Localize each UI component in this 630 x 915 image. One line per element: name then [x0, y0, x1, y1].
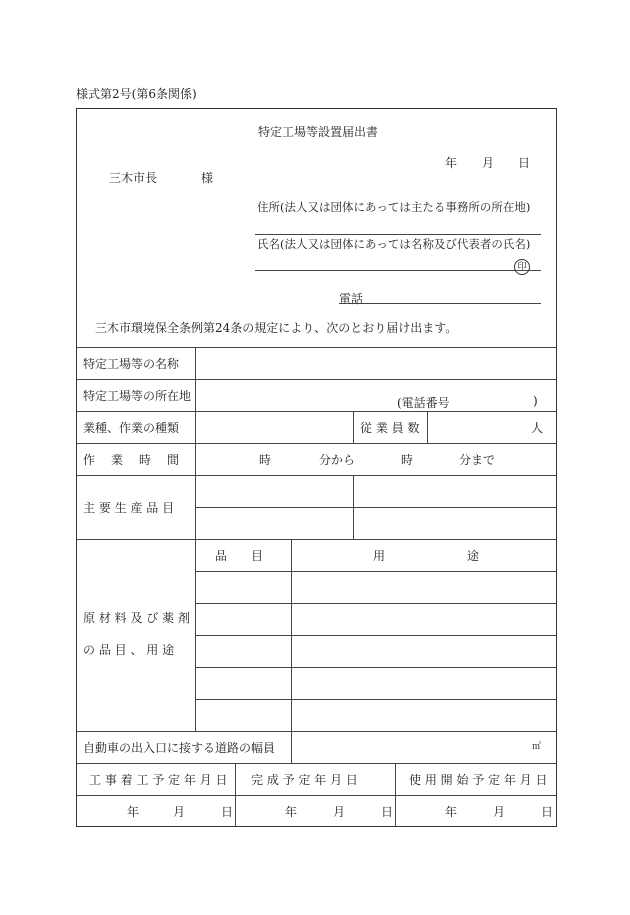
use-start-month: 月 — [493, 805, 506, 819]
use-column-header-1: 用 — [373, 549, 386, 563]
completion-header: 完 成 予 定 年 月 日 — [251, 773, 358, 787]
completion-year: 年 — [285, 805, 298, 819]
end-hour-label: 時 — [401, 453, 414, 467]
date-year-label: 年 — [445, 156, 458, 170]
road-width-unit: ㎡ — [532, 742, 542, 752]
facility-location-label: 特定工場等の所在地 — [83, 389, 192, 403]
use-column-header-2: 途 — [467, 549, 480, 563]
form-number-label: 様式第2号(第6条関係) — [76, 87, 197, 101]
use-start-year: 年 — [445, 805, 458, 819]
main-products-label: 主 要 生 産 品 目 — [83, 501, 175, 515]
construction-month: 月 — [173, 805, 186, 819]
notification-form — [76, 108, 557, 827]
end-minute-label: 分まで — [459, 453, 496, 467]
completion-month: 月 — [333, 805, 346, 819]
completion-day: 日 — [381, 805, 394, 819]
seal-mark: 印 — [514, 259, 530, 275]
addressee-honorific: 様 — [201, 171, 214, 185]
addressee-name: 三木市長 — [109, 171, 158, 185]
address-field[interactable] — [255, 234, 541, 235]
phone-number-close: ) — [533, 394, 538, 408]
materials-label-line2: の 品 目 、 用 途 — [83, 643, 175, 657]
use-start-header: 使 用 開 始 予 定 年 月 日 — [409, 773, 548, 787]
start-minute-label: 分から — [319, 453, 356, 467]
statement-text: 三木市環境保全条例第24条の規定により、次のとおり届け出ます。 — [95, 321, 458, 335]
business-type-label: 業種、作業の種類 — [83, 421, 180, 435]
phone-label: 電話 — [339, 292, 364, 306]
name-label: 氏名(法人又は団体にあっては名称及び代表者の氏名) — [257, 237, 531, 251]
employees-label: 従 業 員 数 — [360, 421, 420, 435]
construction-start-header: 工 事 着 工 予 定 年 月 日 — [89, 773, 228, 787]
facility-name-label: 特定工場等の名称 — [83, 357, 180, 371]
name-field[interactable] — [255, 270, 541, 271]
construction-year: 年 — [127, 805, 140, 819]
persons-unit: 人 — [531, 421, 544, 435]
address-label: 住所(法人又は団体にあっては主たる事務所の所在地) — [257, 200, 531, 214]
materials-label-line1: 原 材 料 及 び 薬 剤 — [83, 611, 190, 625]
start-hour-label: 時 — [259, 453, 272, 467]
date-month-label: 月 — [482, 156, 495, 170]
form-title: 特定工場等設置届出書 — [258, 125, 379, 139]
phone-field[interactable] — [339, 303, 541, 304]
road-width-label: 自動車の出入口に接する道路の幅員 — [83, 741, 276, 755]
work-hours-label: 作 業 時 間 — [83, 453, 182, 467]
date-day-label: 日 — [518, 156, 531, 170]
construction-day: 日 — [221, 805, 234, 819]
use-start-day: 日 — [541, 805, 554, 819]
item-column-header: 品 目 — [215, 549, 264, 563]
phone-number-label: (電話番号 — [397, 396, 450, 410]
